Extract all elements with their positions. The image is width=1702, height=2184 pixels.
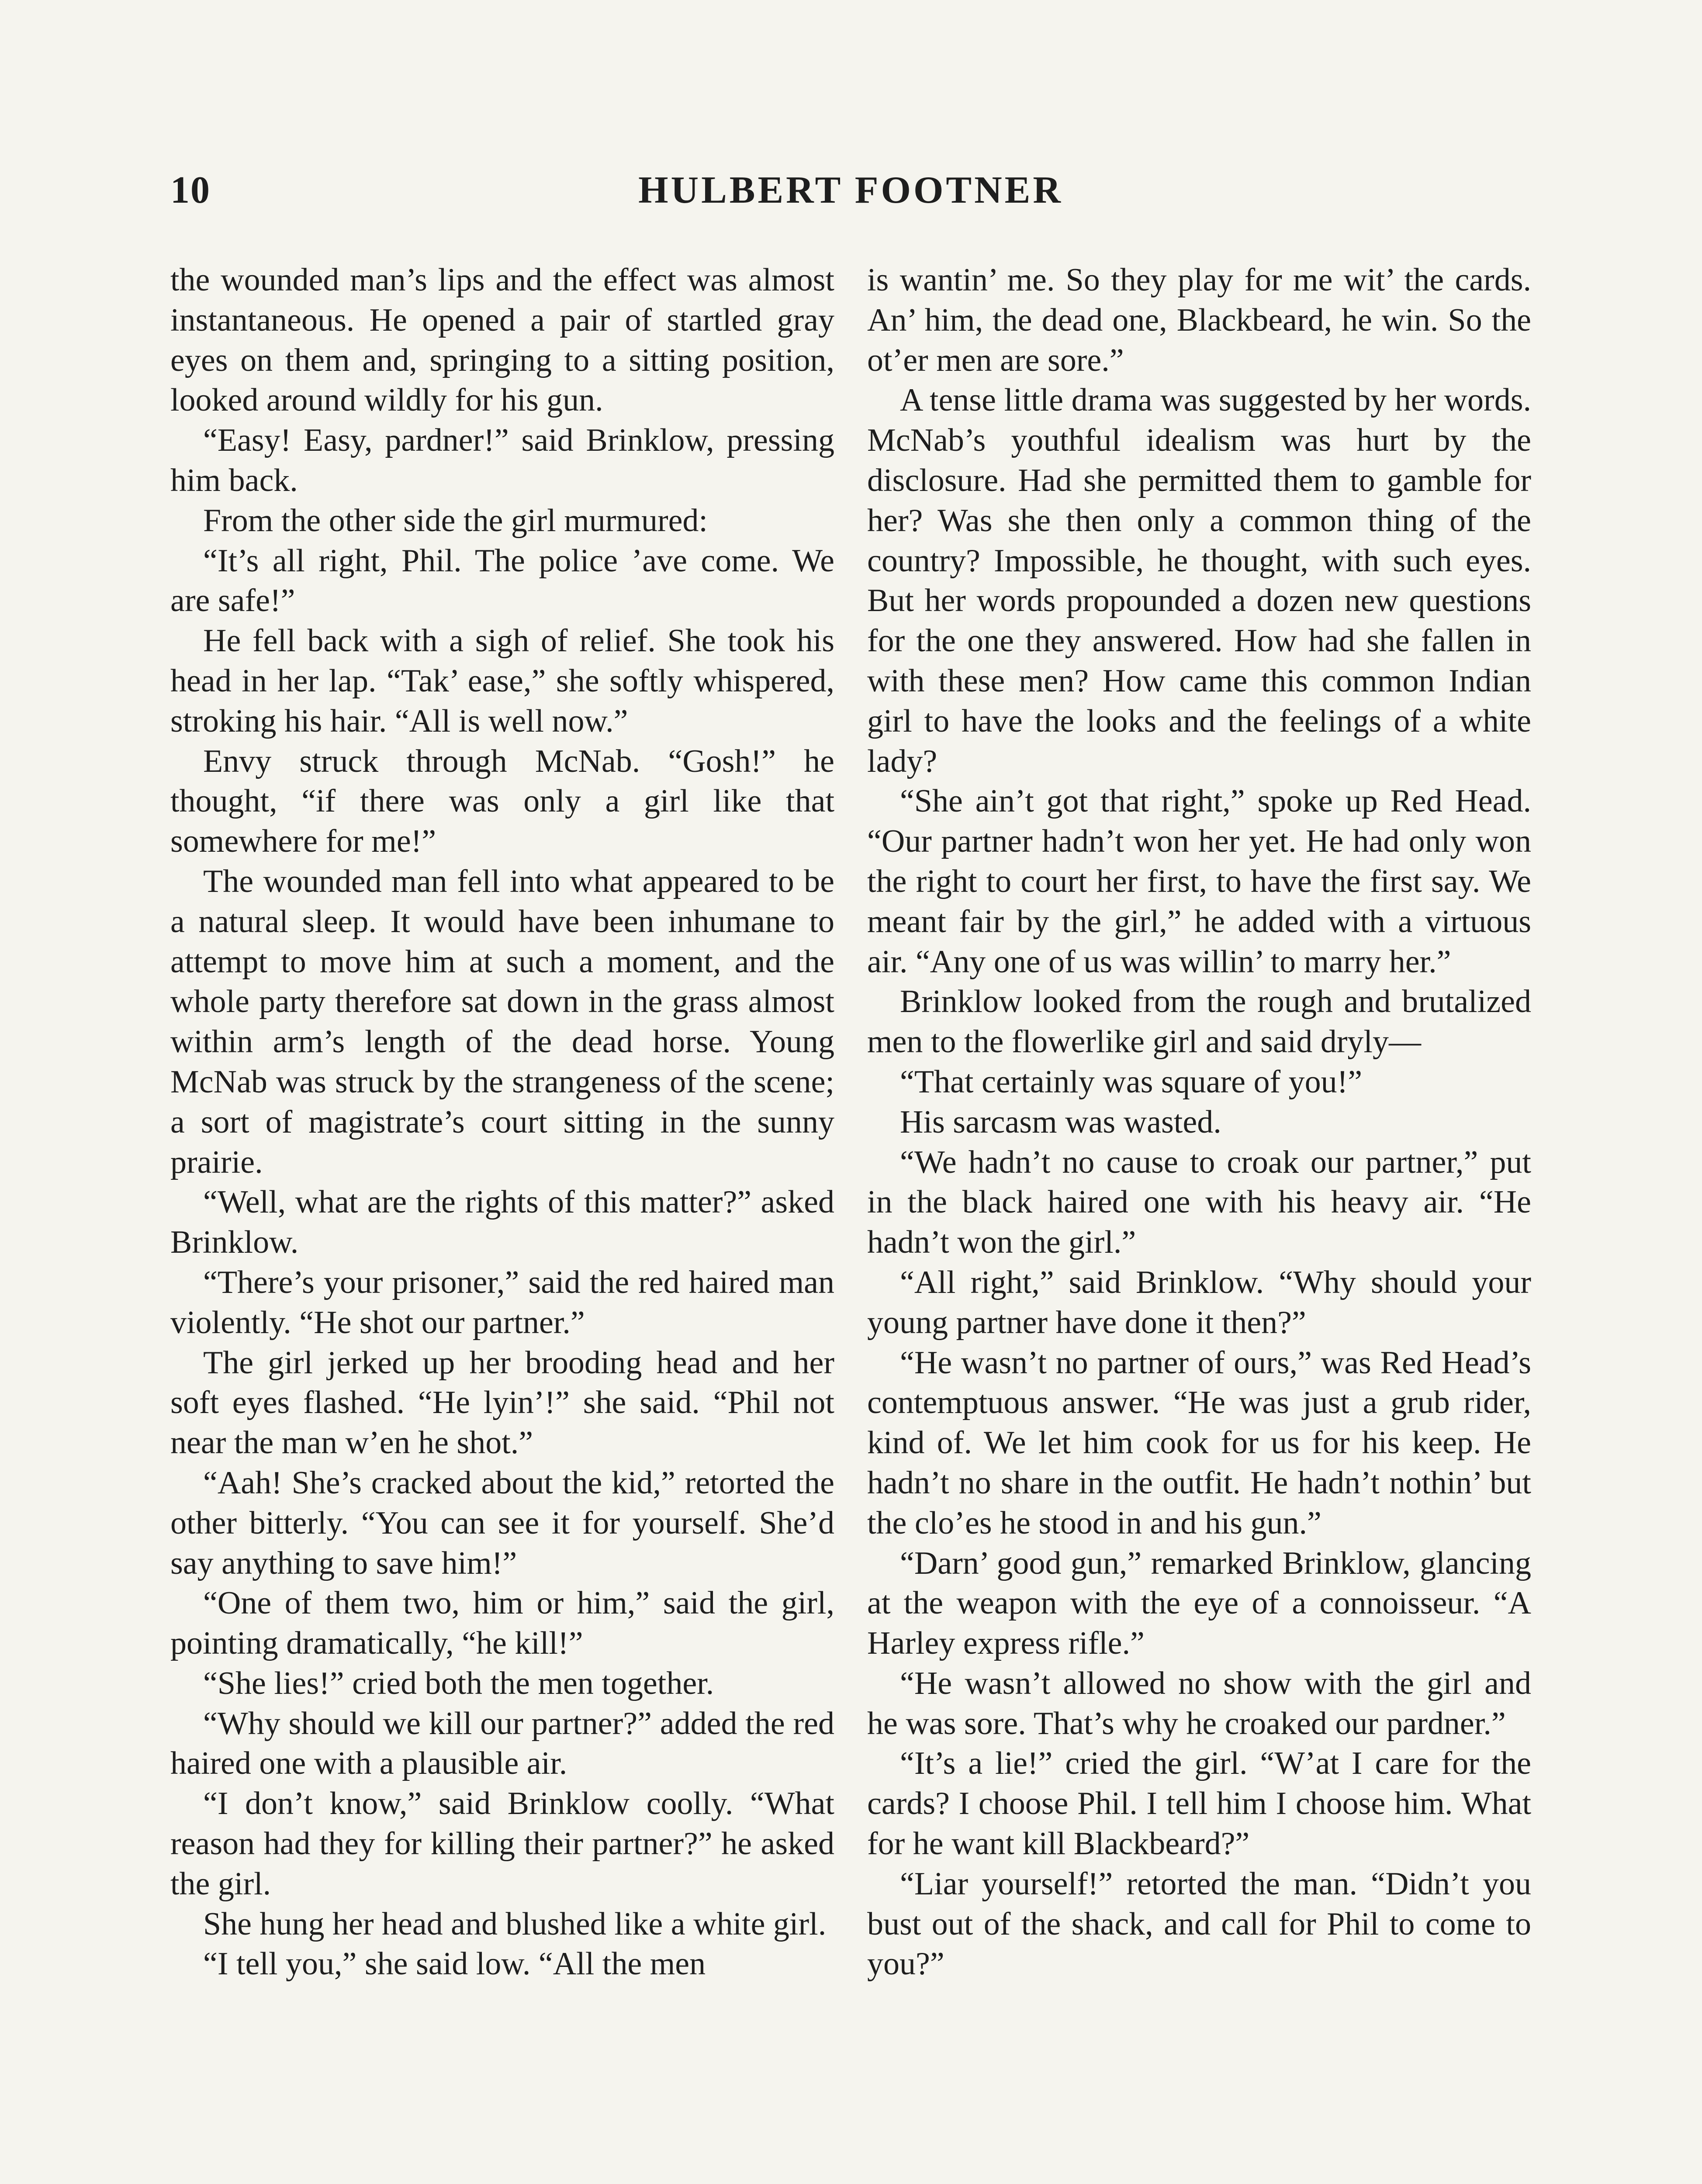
paragraph: “Darn’ good gun,” remarked Brinklow, glancing at the weapon with the eye of a connoisseur. “A Harley express rifle.” [867,1545,1531,1662]
paragraph: He fell back with a sigh of relief. She took his head in her lap. “Tak’ ease,” she softly whispered, stroking his hair. “All is well now.” [170,623,834,739]
left-column [170,260,834,1984]
paragraph: “I don’t know,” said Brinklow coolly. “What reason had they for killing their partner?” he asked the girl. [170,1786,834,1902]
paragraph: From the other side the girl murmured: [203,502,708,539]
paragraph: His sarcasm was wasted. [900,1104,1221,1140]
paragraph: Brinklow looked from the rough and brutalized men to the flowerlike girl and said dryly— [867,984,1531,1060]
paragraph: “All right,” said Brinklow. “Why should your young partner have done it then?” [867,1264,1531,1341]
paragraph: the wounded man’s lips and the effect was almost instantaneous. He opened a pair of startled gray eyes on them and, springing to a sitting position, looked around wildly for his gun. [170,262,834,418]
paragraph: is wantin’ me. So they play for me wit’ the cards. An’ him, the dead one, Blackbeard, he win. So the ot’er men are sore.” [867,262,1531,378]
paragraph: “Liar yourself!” retorted the man. “Didn’t you bust out of the shack, and call for Phil to come to you?” [867,1866,1531,1982]
page-number: 10 [170,169,211,211]
paragraph: “It’s all right, Phil. The police ’ave come. We are safe!” [170,543,834,619]
right-column [867,260,1531,1984]
paragraph: “He wasn’t allowed no show with the girl and he was sore. That’s why he croaked our pardner.” [867,1665,1531,1742]
paragraph: Envy struck through McNab. “Gosh!” he thought, “if there was only a girl like that somewhere for me!” [170,743,834,860]
paragraph: “We hadn’t no cause to croak our partner,” put in the black haired one with his heavy air. “He hadn’t won the girl.” [867,1144,1531,1261]
paragraph: “Easy! Easy, pardner!” said Brinklow, pressing him back. [170,422,834,498]
paragraph: “Well, what are the rights of this matter?” asked Brinklow. [170,1184,834,1261]
paragraph: “Why should we kill our partner?” added the red haired one with a plausible air. [170,1705,834,1782]
paragraph: “It’s a lie!” cried the girl. “W’at I care for the cards? I choose Phil. I tell him I choose him. What for he want kill Blackbeard?” [867,1745,1531,1862]
paragraph: “I tell you,” she said low. “All the men [203,1946,706,1982]
paragraph: “Aah! She’s cracked about the kid,” retorted the other bitterly. “You can see it for yourself. She’d say anything to save him!” [170,1465,834,1581]
paragraph: “There’s your prisoner,” said the red haired man violently. “He shot our partner.” [170,1264,834,1341]
paragraph: The wounded man fell into what appeared to be a natural sleep. It would have been inhumane to attempt to move him at such a moment, and the whole party therefore sat down in the grass almost within arm’s length of the dead horse. Young McNab was struck by the strangeness of the scene; a sort of magistrate’s court sitting in the sunny prairie. [170,863,834,1180]
paragraph: The girl jerked up her brooding head and her soft eyes flashed. “He lyin’!” she said. “Phil not near the man w’en he shot.” [170,1344,834,1461]
paragraph: She hung her head and blushed like a white girl. [203,1906,827,1942]
paragraph: A tense little drama was suggested by her words. McNab’s youthful idealism was hurt by the disclosure. Had she permitted them to gamble for her? Was she then only a common thing of the country? Impossible, he thought, with such eyes. But her words propounded a dozen new questions for the one they answered. How had she fallen in with these men? How came this common Indian girl to have the looks and the feelings of a white lady? [867,382,1531,779]
paragraph: “He wasn’t no partner of ours,” was Red Head’s contemptuous answer. “He was just a grub rider, kind of. We let him cook for us for his keep. He hadn’t no share in the outfit. He hadn’t nothin’ but the clo’es he stood in and his gun.” [867,1344,1531,1541]
page-header [170,168,1531,221]
running-head: HULBERT FOOTNER [638,169,1063,211]
paragraph: “That certainly was square of you!” [900,1064,1363,1100]
paragraph: “She lies!” cried both the men together. [203,1665,714,1701]
paragraph: “She ain’t got that right,” spoke up Red Head. “Our partner hadn’t won her yet. He had only won the right to court her first, to have the first say. We meant fair by the girl,” he added with a virtuous air. “Any one of us was willin’ to marry her.” [867,783,1531,980]
paragraph: “One of them two, him or him,” said the girl, pointing dramatically, “he kill!” [170,1585,834,1662]
